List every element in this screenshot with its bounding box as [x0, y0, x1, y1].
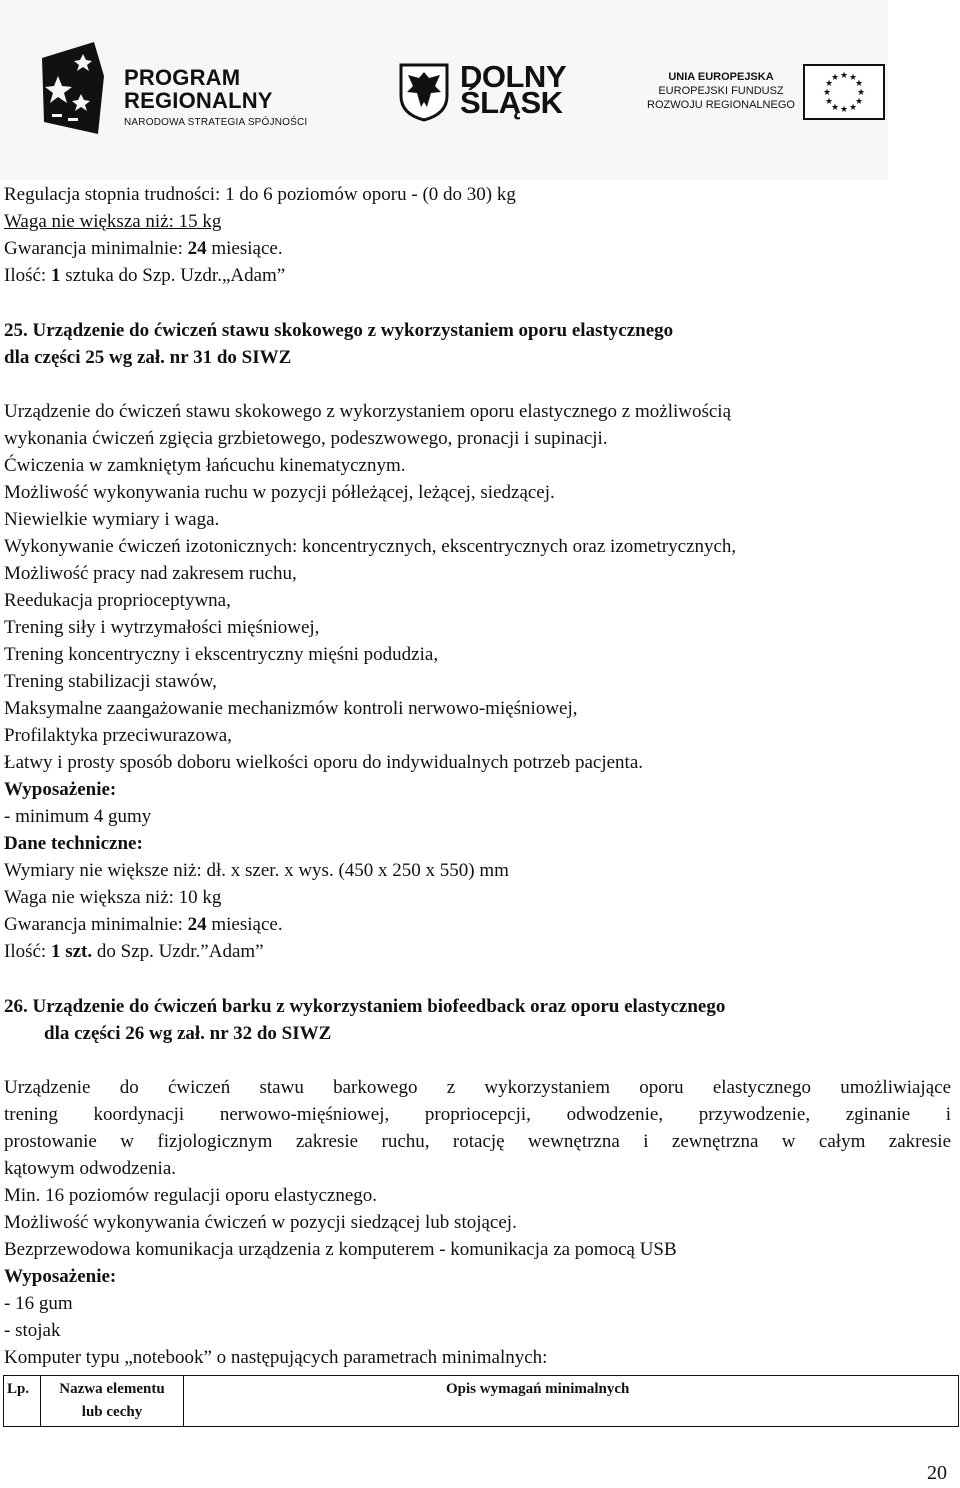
- item-26-desc-line: Możliwość wykonywania ćwiczeń w pozycji siedzącej lub stojącej.: [4, 1212, 517, 1233]
- table-header-lp: Lp.: [4, 1376, 41, 1427]
- item-25-equipment-label: Wyposażenie:: [4, 779, 117, 800]
- program-regional-logo-icon: [42, 42, 104, 134]
- item-26-desc-line: trening koordynacji nerwowo-mięśniowej, propriocepcji, odwodzenie, przywodzenie, zginanie i: [4, 1104, 951, 1125]
- eagle-crest-icon: [398, 62, 450, 122]
- item-25-desc-line: wykonania ćwiczeń zgięcia grzbietowego, podeszwowego, pronacji i supinacji.: [4, 428, 608, 449]
- item-25-desc-line: Wykonywanie ćwiczeń izotonicznych: koncentrycznych, ekscentrycznych oraz izometrycznych,: [4, 536, 737, 557]
- program-title: PROGRAM REGIONALNY: [124, 65, 273, 113]
- item-26-equipment-item: - stojak: [4, 1320, 61, 1341]
- item-25-desc-line: Możliwość pracy nad zakresem ruchu,: [4, 563, 297, 584]
- item-25-desc-line: Trening koncentryczny i ekscentryczny mięśni podudzia,: [4, 644, 439, 665]
- region-name: DOLNY ŚLĄSK: [460, 59, 566, 120]
- item-25-desc-line: Ćwiczenia w zamkniętym łańcuchu kinematycznym.: [4, 455, 406, 476]
- svg-text:★: ★: [856, 88, 866, 98]
- requirements-table: [3, 1375, 959, 1427]
- item-26-desc-line: Urządzenie do ćwiczeń stawu barkowego z wykorzystaniem oporu elastycznego umożliwiające: [4, 1077, 951, 1098]
- quantity-line: Ilość: 1 sztuka do Szp. Uzdr.„Adam”: [4, 265, 286, 286]
- item-25-heading-sub: dla części 25 wg zał. nr 31 do SIWZ: [4, 347, 292, 368]
- page-number: 20: [927, 1462, 947, 1484]
- item-26-heading: 26. Urządzenie do ćwiczeń barku z wykorzystaniem biofeedback oraz oporu elastycznego: [4, 996, 726, 1017]
- item-25-heading: 25. Urządzenie do ćwiczeń stawu skokowego z wykorzystaniem oporu elastycznego: [4, 320, 674, 341]
- svg-text:★: ★: [848, 103, 858, 113]
- svg-text:★: ★: [830, 103, 840, 113]
- warranty-line: Gwarancja minimalnie: 24 miesiące.: [4, 238, 283, 259]
- svg-text:★: ★: [824, 79, 834, 89]
- table-header-row: [4, 1376, 959, 1427]
- table-header-name: Nazwa elementu lub cechy: [41, 1376, 184, 1427]
- item-25-desc-line: Reedukacja proprioceptywna,: [4, 590, 231, 611]
- item-25-desc-line: Urządzenie do ćwiczeń stawu skokowego z wykorzystaniem oporu elastycznego z możliwością: [4, 401, 732, 422]
- table-header-description: Opis wymagań minimalnych: [184, 1376, 959, 1427]
- svg-text:★: ★: [854, 97, 864, 107]
- item-25-desc-line: Trening siły i wytrzymałości mięśniowej,: [4, 617, 320, 638]
- item-26-desc-line: Bezprzewodowa komunikacja urządzenia z komputerem - komunikacja za pomocą USB: [4, 1239, 677, 1260]
- item-25-desc-line: Łatwy i prosty sposób doboru wielkości oporu do indywidualnych potrzeb pacjenta.: [4, 752, 644, 773]
- item-25-equipment-item: - minimum 4 gumy: [4, 806, 152, 827]
- eu-flag-icon: [803, 64, 885, 120]
- item-25-weight: Waga nie większa niż: 10 kg: [4, 887, 222, 908]
- item-26-computer-line: Komputer typu „notebook” o następujących parametrach minimalnych:: [4, 1347, 548, 1368]
- item-26-heading-sub: dla części 26 wg zał. nr 32 do SIWZ: [44, 1023, 332, 1044]
- item-25-warranty: Gwarancja minimalnie: 24 miesiące.: [4, 914, 283, 935]
- item-25-desc-line: Trening stabilizacji stawów,: [4, 671, 217, 692]
- svg-text:★: ★: [824, 97, 834, 107]
- item-25-desc-line: Profilaktyka przeciwurazowa,: [4, 725, 232, 746]
- svg-text:★: ★: [830, 73, 840, 83]
- item-26-equipment-label: Wyposażenie:: [4, 1266, 117, 1287]
- item-26-desc-line: Min. 16 poziomów regulacji oporu elastycznego.: [4, 1185, 378, 1206]
- item-25-quantity: Ilość: 1 szt. do Szp. Uzdr.”Adam”: [4, 941, 264, 962]
- eu-fund-label: UNIA EUROPEJSKA EUROPEJSKI FUNDUSZ ROZWOJU REGIONALNEGO: [647, 71, 795, 111]
- program-subtitle: NARODOWA STRATEGIA SPÓJNOŚCI: [124, 117, 308, 128]
- svg-text:★: ★: [848, 73, 858, 83]
- item-25-desc-line: Możliwość wykonywania ruchu w pozycji półleżącej, leżącej, siedzącej.: [4, 482, 555, 503]
- svg-text:★: ★: [854, 79, 864, 89]
- item-26-equipment-item: - 16 gum: [4, 1293, 73, 1314]
- resistance-regulation-line: Regulacja stopnia trudności: 1 do 6 poziomów oporu - (0 do 30) kg: [4, 184, 516, 205]
- item-26-desc-line: kątowym odwodzenia.: [4, 1158, 177, 1179]
- svg-text:★: ★: [839, 71, 849, 81]
- document-header: [0, 0, 888, 180]
- item-25-tech-label: Dane techniczne:: [4, 833, 143, 854]
- weight-line: Waga nie większa niż: 15 kg: [4, 211, 222, 232]
- svg-text:★: ★: [822, 88, 832, 98]
- svg-text:★: ★: [839, 105, 849, 115]
- item-25-desc-line: Maksymalne zaangażowanie mechanizmów kontroli nerwowo-mięśniowej,: [4, 698, 578, 719]
- item-25-desc-line: Niewielkie wymiary i waga.: [4, 509, 220, 530]
- item-25-dimensions: Wymiary nie większe niż: dł. x szer. x wys. (450 x 250 x 550) mm: [4, 860, 509, 881]
- item-26-desc-line: prostowanie w fizjologicznym zakresie ruchu, rotację wewnętrzna i zewnętrzna w całym zakresie: [4, 1131, 951, 1152]
